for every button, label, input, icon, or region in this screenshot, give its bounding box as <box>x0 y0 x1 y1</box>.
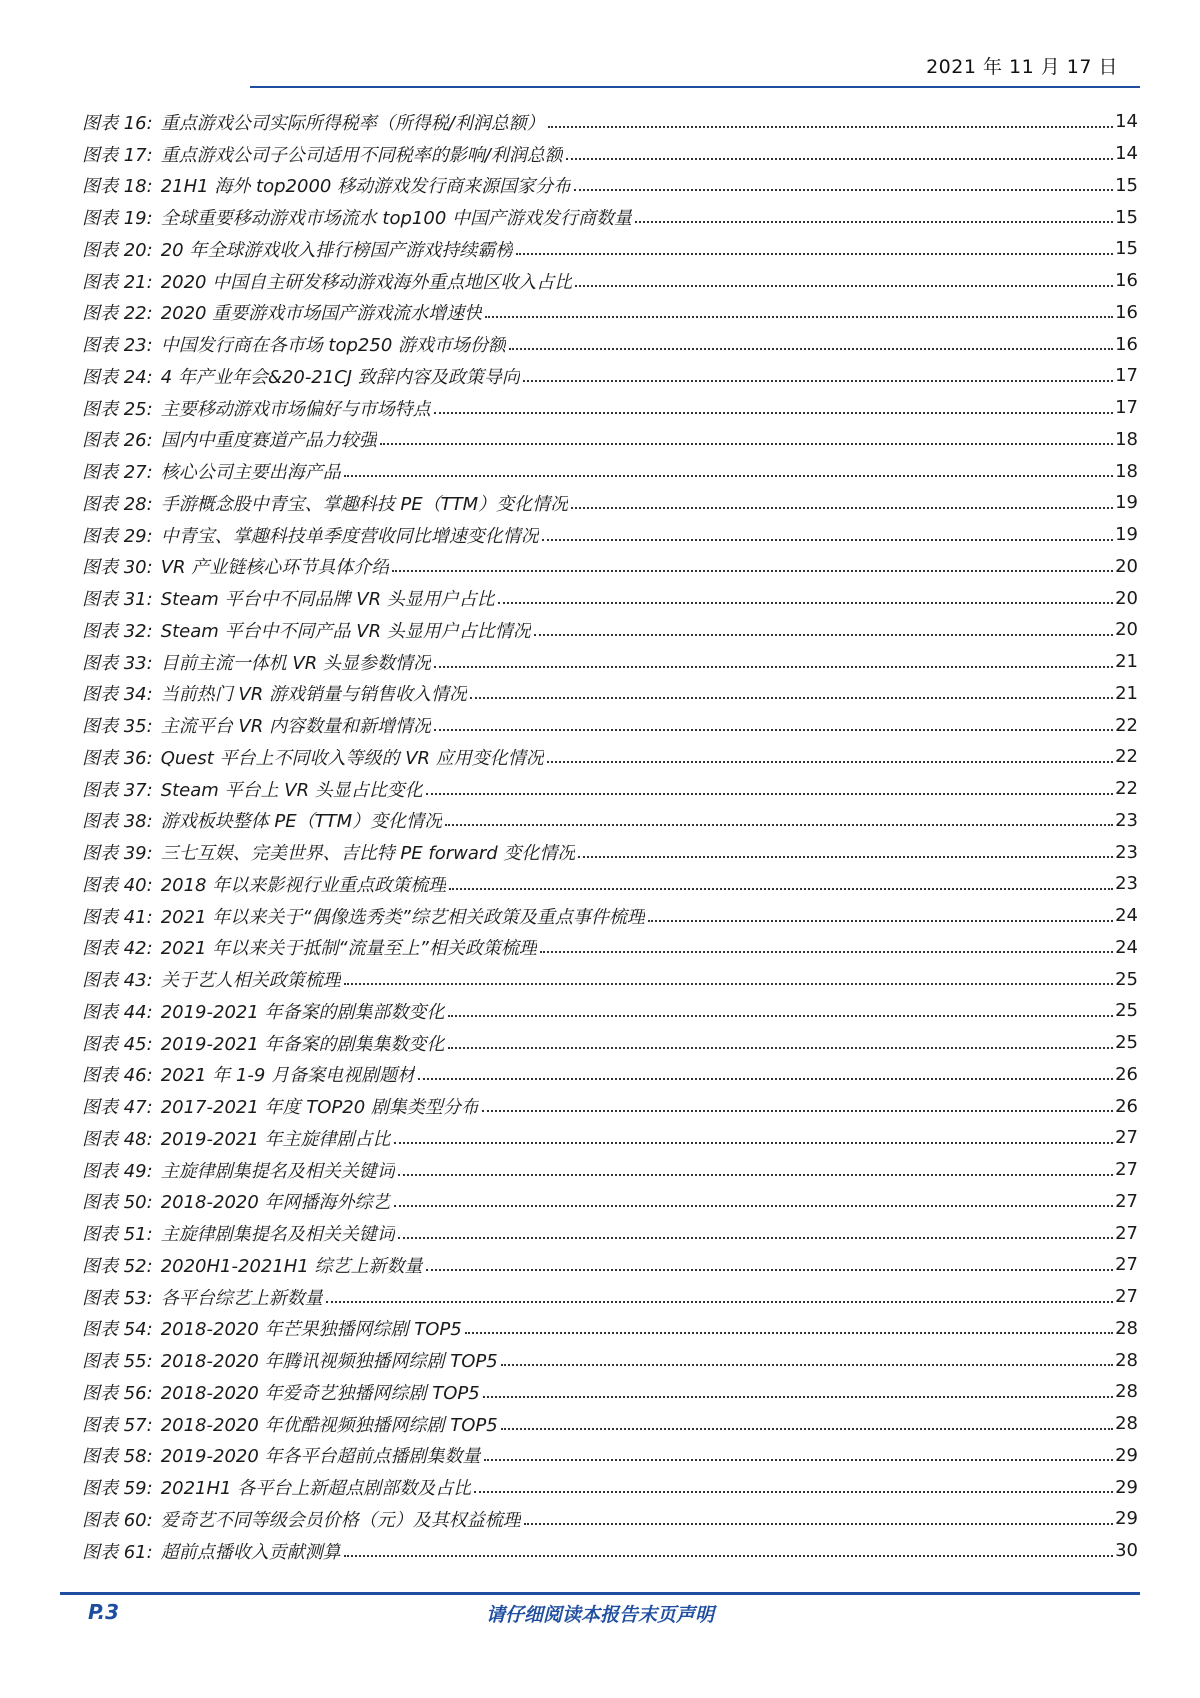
toc-entry-label: 图表 25: <box>82 398 153 420</box>
toc-dot-leader <box>426 779 1113 795</box>
toc-entry-label: 图表 58: <box>82 1446 153 1468</box>
toc-dot-leader <box>326 1287 1113 1303</box>
toc-entry-page[interactable]: 21 <box>1115 651 1138 673</box>
toc-dot-leader <box>516 239 1113 255</box>
toc-entry-title[interactable]: 2020H1-2021H1 综艺上新数量 <box>160 1255 423 1277</box>
toc-entry-page[interactable]: 17 <box>1115 397 1138 419</box>
toc-dot-leader <box>485 302 1113 318</box>
toc-entry[interactable] <box>82 170 1138 202</box>
toc-entry-title[interactable]: 手游概念股中青宝、掌趣科技 PE（TTM）变化情况 <box>160 493 569 515</box>
toc-entry-page[interactable]: 23 <box>1115 841 1138 863</box>
toc-dot-leader <box>434 398 1113 414</box>
toc-entry-label: 图表 30: <box>82 557 153 579</box>
toc-entry-page[interactable]: 29 <box>1115 1444 1138 1466</box>
toc-entry-title[interactable]: 2021 年以来关于“偶像选秀类”综艺相关政策及重点事件梳理 <box>160 906 645 928</box>
toc-entry-page[interactable]: 22 <box>1115 778 1138 800</box>
toc-entry[interactable] <box>82 868 1138 900</box>
toc-entry-title[interactable]: 21H1 海外 top2000 移动游戏发行商来源国家分布 <box>160 176 572 198</box>
toc-entry-title[interactable]: VR 产业链核心环节具体介绍 <box>160 557 390 579</box>
toc-entry-page[interactable]: 22 <box>1115 746 1138 768</box>
toc-entry[interactable] <box>82 995 1138 1027</box>
toc-entry-label: 图表 29: <box>82 525 153 547</box>
toc-entry-title[interactable]: 2020 重要游戏市场国产游戏流水增速快 <box>160 303 483 325</box>
toc-entry-page[interactable]: 18 <box>1115 460 1138 482</box>
figure-index-list <box>82 106 1138 1567</box>
toc-dot-leader <box>380 429 1113 445</box>
toc-entry-title[interactable]: 游戏板块整体 PE（TTM）变化情况 <box>160 811 443 833</box>
toc-dot-leader <box>574 175 1113 191</box>
toc-entry-label: 图表 53: <box>82 1287 153 1309</box>
toc-entry-title[interactable]: 2021H1 各平台上新超点剧部数及占比 <box>160 1478 472 1500</box>
toc-entry-label: 图表 16: <box>82 112 153 134</box>
toc-entry-title[interactable]: 超前点播收入贡献测算 <box>160 1541 341 1563</box>
toc-dot-leader <box>394 1191 1114 1207</box>
toc-dot-leader <box>445 810 1113 826</box>
toc-dot-leader <box>534 620 1113 636</box>
toc-entry-title[interactable]: 各平台综艺上新数量 <box>160 1287 323 1309</box>
toc-entry-label: 图表 42: <box>82 938 153 960</box>
toc-entry-label: 图表 51: <box>82 1224 153 1246</box>
toc-entry[interactable] <box>82 1503 1138 1535</box>
toc-entry-page[interactable]: 30 <box>1115 1540 1138 1562</box>
toc-entry-label: 图表 19: <box>82 208 153 230</box>
toc-entry-page[interactable]: 25 <box>1115 1000 1138 1022</box>
toc-dot-leader <box>509 334 1113 350</box>
toc-entry-page[interactable]: 20 <box>1115 587 1138 609</box>
toc-entry-label: 图表 32: <box>82 620 153 642</box>
toc-dot-leader <box>418 1064 1113 1080</box>
toc-entry-page[interactable]: 24 <box>1115 936 1138 958</box>
toc-entry-title[interactable]: 2019-2020 年各平台超前点播剧集数量 <box>160 1446 481 1468</box>
toc-dot-leader <box>470 683 1113 699</box>
toc-entry-label: 图表 33: <box>82 652 153 674</box>
toc-entry-label: 图表 61: <box>82 1541 153 1563</box>
toc-entry-title[interactable]: 2018 年以来影视行业重点政策梳理 <box>160 874 447 896</box>
toc-dot-leader <box>540 937 1113 953</box>
toc-dot-leader <box>434 715 1113 731</box>
toc-entry[interactable] <box>82 1471 1138 1503</box>
toc-entry-page[interactable]: 26 <box>1115 1095 1138 1117</box>
toc-dot-leader <box>434 652 1113 668</box>
header-divider <box>250 86 1140 88</box>
toc-entry-label: 图表 23: <box>82 335 153 357</box>
toc-entry-title[interactable]: Steam 平台中不同产品 VR 头显用户占比情况 <box>160 620 531 642</box>
toc-entry-title[interactable]: 2018-2020 年腾讯视频独播网综剧 TOP5 <box>160 1351 498 1373</box>
toc-entry-title[interactable]: 国内中重度赛道产品力较强 <box>160 430 377 452</box>
toc-entry[interactable] <box>82 106 1138 138</box>
toc-dot-leader <box>547 747 1113 763</box>
toc-entry-page[interactable]: 27 <box>1115 1254 1138 1276</box>
toc-entry-page[interactable]: 27 <box>1115 1222 1138 1244</box>
toc-dot-leader <box>523 366 1113 382</box>
toc-entry[interactable] <box>82 709 1138 741</box>
toc-entry[interactable] <box>82 519 1138 551</box>
toc-entry-page[interactable]: 26 <box>1115 1063 1138 1085</box>
toc-entry[interactable] <box>82 773 1138 805</box>
toc-dot-leader <box>344 461 1113 477</box>
toc-entry-label: 图表 47: <box>82 1097 153 1119</box>
toc-entry-page[interactable]: 19 <box>1115 524 1138 546</box>
toc-entry-page[interactable]: 14 <box>1115 143 1138 165</box>
toc-dot-leader <box>566 144 1113 160</box>
toc-dot-leader <box>484 1445 1114 1461</box>
toc-entry-title[interactable]: 2018-2020 年网播海外综艺 <box>160 1192 391 1214</box>
toc-entry[interactable] <box>82 1122 1138 1154</box>
toc-entry-label: 图表 60: <box>82 1509 153 1531</box>
toc-entry-title[interactable]: 重点游戏公司子公司适用不同税率的影响/利润总额 <box>160 144 563 166</box>
toc-entry-label: 图表 52: <box>82 1255 153 1277</box>
toc-dot-leader <box>474 1477 1113 1493</box>
toc-entry[interactable] <box>82 741 1138 773</box>
toc-entry-label: 图表 22: <box>82 303 153 325</box>
toc-dot-leader <box>449 874 1113 890</box>
toc-entry[interactable] <box>82 392 1138 424</box>
toc-entry-title[interactable]: 2018-2020 年芒果独播网综剧 TOP5 <box>160 1319 462 1341</box>
toc-entry[interactable] <box>82 1154 1138 1186</box>
toc-dot-leader <box>571 493 1113 509</box>
toc-entry-label: 图表 45: <box>82 1033 153 1055</box>
toc-entry[interactable] <box>82 1059 1138 1091</box>
toc-entry-label: 图表 43: <box>82 970 153 992</box>
toc-entry-page[interactable]: 14 <box>1115 111 1138 133</box>
toc-entry-title[interactable]: 爱奇艺不同等级会员价格（元）及其权益梳理 <box>160 1509 521 1531</box>
toc-entry-page[interactable]: 15 <box>1115 238 1138 260</box>
toc-entry[interactable] <box>82 678 1138 710</box>
toc-entry-label: 图表 46: <box>82 1065 153 1087</box>
toc-entry[interactable] <box>82 138 1138 170</box>
toc-entry-title[interactable]: 2019-2021 年备案的剧集部数变化 <box>160 1001 445 1023</box>
toc-entry-title[interactable]: 主要移动游戏市场偏好与市场特点 <box>160 398 431 420</box>
toc-entry-title[interactable]: Steam 平台中不同品牌 VR 头显用户占比 <box>160 589 495 611</box>
toc-entry-title[interactable]: 2020 中国自主研发移动游戏海外重点地区收入占比 <box>160 271 573 293</box>
footer-divider <box>60 1592 1140 1595</box>
toc-entry[interactable] <box>82 1344 1138 1376</box>
page-number: P.3 <box>88 1600 120 1624</box>
toc-entry[interactable] <box>82 360 1138 392</box>
toc-entry-page[interactable]: 27 <box>1115 1190 1138 1212</box>
toc-entry-label: 图表 59: <box>82 1478 153 1500</box>
toc-entry[interactable] <box>82 963 1138 995</box>
toc-entry-title[interactable]: 中国发行商在各市场 top250 游戏市场份额 <box>160 335 506 357</box>
toc-entry[interactable] <box>82 646 1138 678</box>
toc-entry-title[interactable]: 2018-2020 年爱奇艺独播网综剧 TOP5 <box>160 1382 480 1404</box>
toc-entry-page[interactable]: 17 <box>1115 365 1138 387</box>
toc-entry[interactable] <box>82 297 1138 329</box>
toc-entry[interactable] <box>82 265 1138 297</box>
toc-entry-label: 图表 50: <box>82 1192 153 1214</box>
disclaimer-notice: 请仔细阅读本报告末页声明 <box>485 1604 714 1626</box>
report-date: 2021 年 11 月 17 日 <box>926 56 1118 78</box>
toc-entry[interactable] <box>82 1535 1138 1567</box>
toc-entry-label: 图表 38: <box>82 811 153 833</box>
toc-entry-page[interactable]: 24 <box>1115 905 1138 927</box>
toc-entry[interactable] <box>82 1249 1138 1281</box>
toc-entry-label: 图表 24: <box>82 366 153 388</box>
toc-entry-title[interactable]: 全球重要移动游戏市场流水 top100 中国产游戏发行商数量 <box>160 208 632 230</box>
toc-entry[interactable] <box>82 1217 1138 1249</box>
toc-entry[interactable] <box>82 424 1138 456</box>
toc-entry-page[interactable]: 21 <box>1115 682 1138 704</box>
toc-dot-leader <box>635 207 1113 223</box>
toc-entry-title[interactable]: 2017-2021 年度 TOP20 剧集类型分布 <box>160 1097 479 1119</box>
toc-entry-label: 图表 41: <box>82 906 153 928</box>
toc-entry-label: 图表 27: <box>82 462 153 484</box>
toc-entry-label: 图表 18: <box>82 176 153 198</box>
toc-entry-page[interactable]: 28 <box>1115 1381 1138 1403</box>
toc-entry-title[interactable]: 中青宝、掌趣科技单季度营收同比增速变化情况 <box>160 525 539 547</box>
toc-dot-leader <box>398 1160 1113 1176</box>
toc-entry[interactable] <box>82 932 1138 964</box>
toc-entry-label: 图表 49: <box>82 1160 153 1182</box>
toc-entry-title[interactable]: 主流平台 VR 内容数量和新增情况 <box>160 716 431 738</box>
toc-entry-title[interactable]: 主旋律剧集提名及相关关键词 <box>160 1224 395 1246</box>
toc-entry[interactable] <box>82 1281 1138 1313</box>
toc-entry-page[interactable]: 18 <box>1115 428 1138 450</box>
toc-entry-page[interactable]: 15 <box>1115 174 1138 196</box>
toc-entry-page[interactable]: 25 <box>1115 1032 1138 1054</box>
toc-entry-label: 图表 44: <box>82 1001 153 1023</box>
toc-entry[interactable] <box>82 455 1138 487</box>
toc-entry-page[interactable]: 28 <box>1115 1349 1138 1371</box>
toc-entry-page[interactable]: 16 <box>1115 301 1138 323</box>
toc-entry[interactable] <box>82 1440 1138 1472</box>
toc-dot-leader <box>394 1128 1114 1144</box>
toc-dot-leader <box>483 1382 1113 1398</box>
toc-entry[interactable] <box>82 328 1138 360</box>
toc-entry-label: 图表 35: <box>82 716 153 738</box>
toc-dot-leader <box>578 842 1113 858</box>
toc-entry[interactable] <box>82 487 1138 519</box>
toc-entry-title[interactable]: 关于艺人相关政策梳理 <box>160 970 341 992</box>
toc-entry[interactable] <box>82 1090 1138 1122</box>
toc-entry-title[interactable]: Quest 平台上不同收入等级的 VR 应用变化情况 <box>160 747 544 769</box>
toc-entry-page[interactable]: 23 <box>1115 809 1138 831</box>
toc-entry-page[interactable]: 27 <box>1115 1286 1138 1308</box>
toc-dot-leader <box>501 1350 1113 1366</box>
toc-dot-leader <box>524 1509 1113 1525</box>
toc-entry[interactable] <box>82 1376 1138 1408</box>
toc-entry[interactable] <box>82 1313 1138 1345</box>
toc-entry-title[interactable]: 重点游戏公司实际所得税率（所得税/利润总额） <box>160 112 545 134</box>
toc-entry-page[interactable]: 27 <box>1115 1159 1138 1181</box>
toc-entry-page[interactable]: 27 <box>1115 1127 1138 1149</box>
toc-entry-label: 图表 54: <box>82 1319 153 1341</box>
toc-entry-page[interactable]: 28 <box>1115 1317 1138 1339</box>
toc-dot-leader <box>498 588 1113 604</box>
toc-entry-page[interactable]: 28 <box>1115 1413 1138 1435</box>
toc-entry-title[interactable]: 2019-2021 年备案的剧集集数变化 <box>160 1033 445 1055</box>
toc-entry-title[interactable]: 2019-2021 年主旋律剧占比 <box>160 1128 391 1150</box>
toc-dot-leader <box>548 112 1113 128</box>
toc-entry-label: 图表 55: <box>82 1351 153 1373</box>
toc-entry-title[interactable]: 4 年产业年会&20-21CJ 致辞内容及政策导向 <box>160 366 520 388</box>
toc-entry-label: 图表 36: <box>82 747 153 769</box>
toc-entry-page[interactable]: 29 <box>1115 1476 1138 1498</box>
toc-dot-leader <box>344 969 1113 985</box>
toc-entry[interactable] <box>82 1027 1138 1059</box>
toc-dot-leader <box>482 1096 1113 1112</box>
toc-dot-leader <box>426 1255 1114 1271</box>
toc-dot-leader <box>501 1414 1113 1430</box>
toc-entry-page[interactable]: 16 <box>1115 333 1138 355</box>
toc-entry-title[interactable]: 主旋律剧集提名及相关关键词 <box>160 1160 395 1182</box>
toc-entry-page[interactable]: 16 <box>1115 270 1138 292</box>
toc-entry-label: 图表 40: <box>82 874 153 896</box>
toc-entry-title[interactable]: 核心公司主要出海产品 <box>160 462 341 484</box>
toc-dot-leader <box>448 1033 1114 1049</box>
toc-entry-label: 图表 48: <box>82 1128 153 1150</box>
toc-entry-title[interactable]: 2021 年以来关于抵制“流量至上”相关政策梳理 <box>160 938 537 960</box>
toc-dot-leader <box>648 906 1113 922</box>
toc-entry[interactable] <box>82 201 1138 233</box>
toc-entry-label: 图表 17: <box>82 144 153 166</box>
toc-dot-leader <box>398 1223 1113 1239</box>
toc-dot-leader <box>465 1318 1113 1334</box>
toc-entry-title[interactable]: 三七互娱、完美世界、吉比特 PE forward 变化情况 <box>160 843 576 865</box>
toc-entry[interactable] <box>82 614 1138 646</box>
toc-entry-title[interactable]: 目前主流一体机 VR 头显参数情况 <box>160 652 431 674</box>
toc-dot-leader <box>392 556 1113 572</box>
toc-entry-page[interactable]: 25 <box>1115 968 1138 990</box>
toc-dot-leader <box>575 271 1113 287</box>
toc-entry-title[interactable]: 当前热门 VR 游戏销量与销售收入情况 <box>160 684 467 706</box>
toc-entry-title[interactable]: 2021 年 1-9 月备案电视剧题材 <box>160 1065 416 1087</box>
toc-entry-label: 图表 37: <box>82 779 153 801</box>
toc-entry-label: 图表 26: <box>82 430 153 452</box>
toc-entry-page[interactable]: 22 <box>1115 714 1138 736</box>
toc-entry-label: 图表 31: <box>82 589 153 611</box>
toc-entry-page[interactable]: 20 <box>1115 619 1138 641</box>
toc-entry[interactable] <box>82 805 1138 837</box>
toc-entry-label: 图表 57: <box>82 1414 153 1436</box>
toc-dot-leader <box>448 1001 1114 1017</box>
toc-entry-label: 图表 34: <box>82 684 153 706</box>
toc-entry[interactable] <box>82 551 1138 583</box>
toc-entry-label: 图表 21: <box>82 271 153 293</box>
toc-entry-page[interactable]: 23 <box>1115 873 1138 895</box>
toc-entry[interactable] <box>82 1186 1138 1218</box>
toc-entry-title[interactable]: 2018-2020 年优酷视频独播网综剧 TOP5 <box>160 1414 498 1436</box>
toc-entry-page[interactable]: 29 <box>1115 1508 1138 1530</box>
toc-entry[interactable] <box>82 1408 1138 1440</box>
toc-entry-page[interactable]: 19 <box>1115 492 1138 514</box>
toc-entry-page[interactable]: 15 <box>1115 206 1138 228</box>
toc-entry[interactable] <box>82 582 1138 614</box>
toc-entry-title[interactable]: 20 年全球游戏收入排行榜国产游戏持续霸榜 <box>160 239 514 261</box>
toc-dot-leader <box>344 1541 1113 1557</box>
toc-entry[interactable] <box>82 233 1138 265</box>
toc-entry[interactable] <box>82 836 1138 868</box>
toc-entry-label: 图表 39: <box>82 843 153 865</box>
toc-dot-leader <box>542 525 1113 541</box>
toc-entry-label: 图表 56: <box>82 1382 153 1404</box>
toc-entry[interactable] <box>82 900 1138 932</box>
toc-entry-title[interactable]: Steam 平台上 VR 头显占比变化 <box>160 779 423 801</box>
toc-entry-label: 图表 20: <box>82 239 153 261</box>
toc-entry-label: 图表 28: <box>82 493 153 515</box>
toc-entry-page[interactable]: 20 <box>1115 555 1138 577</box>
